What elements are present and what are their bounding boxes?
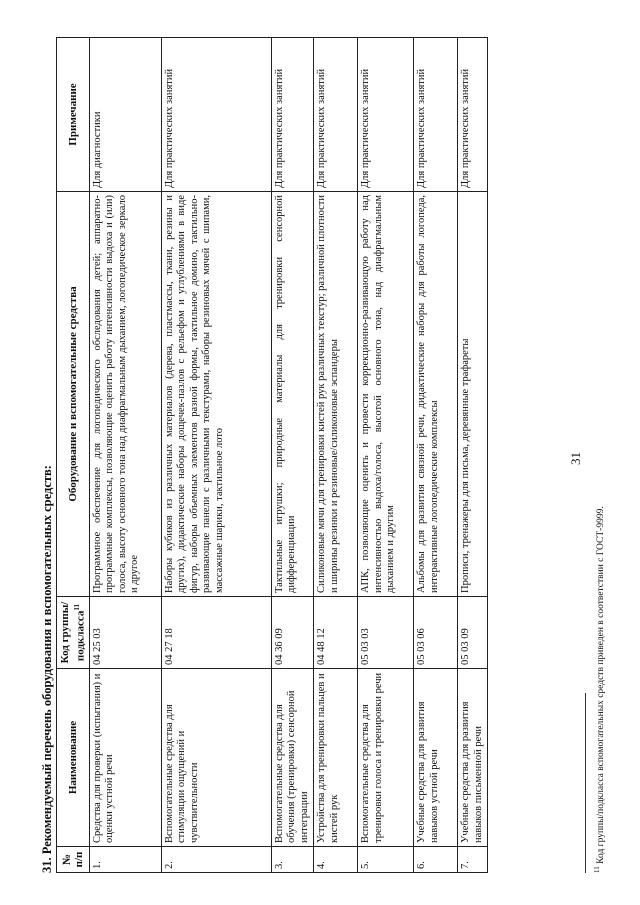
table-row xyxy=(314,38,358,873)
col-header-name: Наименование xyxy=(57,669,90,847)
row-num: 1. xyxy=(89,847,161,873)
footnote-text: Код группы/подкласса вспомогательных средств приведен в соответствии с ГОСТ-9999. xyxy=(596,506,607,864)
col-header-num: № п/п xyxy=(57,847,90,873)
row-equipment: Тактильные игрушки; природные материалы для тренировки сенсорной дифференциации xyxy=(271,192,314,597)
table-row xyxy=(161,38,271,873)
row-name: Вспомогательные средства для тренировки голоса и тренировки речи xyxy=(358,669,414,847)
row-code: 05 03 03 xyxy=(358,597,414,669)
row-note: Для практических занятий xyxy=(458,38,488,192)
row-note: Для практических занятий xyxy=(358,38,414,192)
page-number: 31 xyxy=(568,452,583,465)
row-equipment: Наборы кубиков из различных материалов (дерева, пластмассы, ткани, резины и других), дидактические наборы дощечек-пазлов с рельефом и углублениями в виде фигур, наборы объемных элементов разной формы, тактильное домино, тактильно-развивающие панели с различными текстурами, наборы резиновых мячей с шипами, массажные шарики, тактильное лото xyxy=(161,192,271,597)
row-num: 5. xyxy=(358,847,414,873)
footnote-ref: 11 xyxy=(73,603,81,611)
footnote-divider xyxy=(585,693,586,873)
table-row xyxy=(89,38,161,873)
row-code: 04 48 12 xyxy=(314,597,358,669)
section-title: 31. Рекомендуемый перечень оборудования и вспомогательных средств: xyxy=(40,465,54,873)
row-name: Средства для проверки (испытания) и оценки устной речи xyxy=(89,669,161,847)
row-code: 05 03 06 xyxy=(414,597,458,669)
footnote-mark: 11 xyxy=(593,866,601,873)
col-header-note: Примечание xyxy=(57,38,90,192)
row-num: 6. xyxy=(414,847,458,873)
row-name: Устройства для тренировки пальцев и кистей рук xyxy=(314,669,358,847)
equipment-table xyxy=(56,37,488,873)
row-note: Для практических занятий xyxy=(414,38,458,192)
table-header-row xyxy=(57,38,90,873)
col-header-code xyxy=(57,597,90,669)
row-note: Для практических занятий xyxy=(161,38,271,192)
row-num: 3. xyxy=(271,847,314,873)
row-code: 05 03 09 xyxy=(458,597,488,669)
row-equipment: Силиконовые мячи для тренировки кистей рук различных текстур; различной плотности и ширины резинки и резиновые/силиконовые эспандеры xyxy=(314,192,358,597)
row-num: 4. xyxy=(314,847,358,873)
row-code: 04 25 03 xyxy=(89,597,161,669)
row-name: Учебные средства для развития навыков письменной речи xyxy=(458,669,488,847)
table-row xyxy=(458,38,488,873)
table-row xyxy=(271,38,314,873)
row-equipment: Программное обеспечение для логопедического обследования детей; аппаратно-программные комплексы, позволяющие оценить работу интенсивности выдоха и (или) голоса, высоту основного тона над диафрагмальным дыханием, логопедическое зеркало и другое xyxy=(89,192,161,597)
row-name: Вспомогательные средства для обучения (тренировки) сенсорной интеграции xyxy=(271,669,314,847)
footnote xyxy=(593,506,606,873)
row-equipment: Альбомы для развития связной речи, дидактические наборы для работы логопеда, интерактивные логопедические комплексы xyxy=(414,192,458,597)
row-equipment: АПК, позволяющие оценить и провести коррекционно-развивающую работу над интенсивностью выдоха/голоса, высотой основного тона, над диафрагмальным дыханием и другим xyxy=(358,192,414,597)
row-name: Учебные средства для развития навыков устной речи xyxy=(414,669,458,847)
table-row xyxy=(358,38,414,873)
col-header-equipment: Оборудование и вспомогательные средства xyxy=(57,192,90,597)
row-code: 04 36 09 xyxy=(271,597,314,669)
row-equipment: Прописи, тренажеры для письма, деревянные трафареты xyxy=(458,192,488,597)
row-note: Для практических занятий xyxy=(271,38,314,192)
table-row xyxy=(414,38,458,873)
row-name: Вспомогательные средства для стимуляции ощущений и чувствительности xyxy=(161,669,271,847)
row-note: Для диагностики xyxy=(89,38,161,192)
col-header-code-text: Код группы/ подкласса xyxy=(59,601,87,664)
row-num: 2. xyxy=(161,847,271,873)
row-num: 7. xyxy=(458,847,488,873)
row-note: Для практических занятий xyxy=(314,38,358,192)
row-code: 04 27 18 xyxy=(161,597,271,669)
